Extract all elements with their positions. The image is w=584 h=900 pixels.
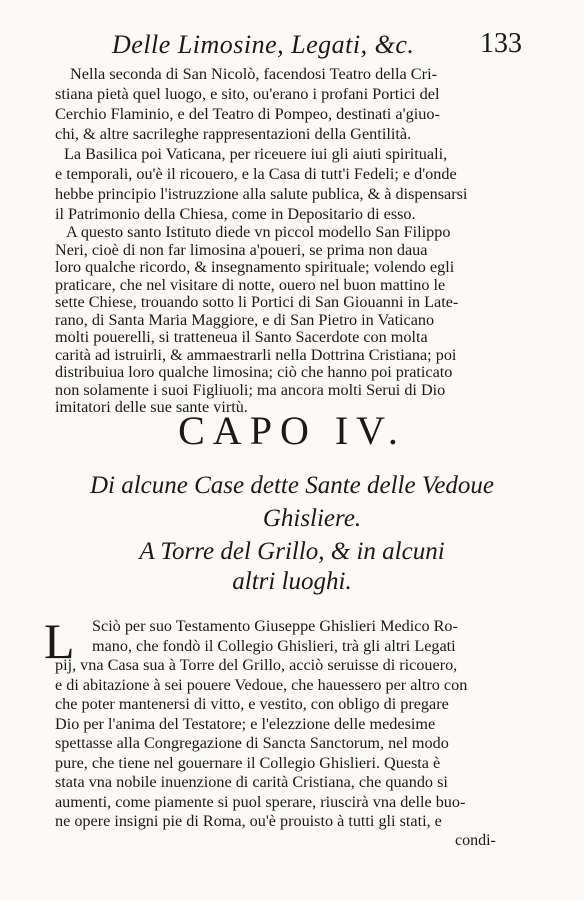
text-line: il Patrimonio della Chiesa, come in Depositario di esso. — [55, 205, 416, 223]
text-line: loro qualche ricordo, & insegnamento spirituale; volendo egli — [55, 258, 455, 276]
text-line: Dio per l'anima del Testatore; e l'elezzione delle medesime — [55, 714, 436, 733]
subtitle-line: altri luoghi. — [232, 568, 352, 595]
text-line: pure, che tiene nel gouernare il Collegio Ghislieri. Questa è — [55, 753, 441, 772]
text-line: carità ad istruirli, & ammaestrarli nella Dottrina Cristiana; poi — [55, 345, 457, 364]
text-line: praticare, che nel visitare di notte, ouero nel buon mattino le — [55, 275, 446, 294]
text-line: e di abitazione à sei pouere Vedoue, che hauessero per altro con — [55, 675, 468, 694]
text-line: pij, vna Casa sua à Torre del Grillo, acciò seruisse di ricouero, — [55, 656, 458, 674]
subtitle-line: A Torre del Grillo, & in alcuni — [139, 538, 445, 565]
text-line: distribuiua loro qualche limosina; ciò che hanno poi praticato — [55, 363, 453, 381]
text-line: che poter mantenersi di vitto, e vestito, con obligo di pregare — [55, 695, 449, 713]
text-line: molti pouerelli, si tratteneua il Santo Sacerdote con molta — [55, 328, 428, 346]
text-line: stata vna nobile inuenzione di carità Cristiana, che quando si — [55, 773, 448, 791]
text-line: e temporali, ou'è il ricouero, e la Casa di tutt'i Fedeli; e d'onde — [55, 165, 457, 183]
catchword: condi- — [455, 832, 496, 849]
text-line: Cerchio Flaminio, e del Teatro di Pompeo, destinati a'giuo- — [55, 104, 440, 123]
text-line: mano, che fondò il Collegio Ghislieri, trà gli altri Legati — [92, 636, 456, 655]
text-line: imitatori delle sue sante virtù. — [55, 398, 248, 416]
chapter-title: CAPO IV. — [178, 408, 406, 453]
text-line: rano, di Santa Maria Maggiore, e di San Pietro in Vaticano — [55, 310, 435, 329]
text-line: A questo santo Istituto diede vn piccol modello San Filippo — [66, 223, 451, 241]
text-line: Sciò per suo Testamento Giuseppe Ghislieri Medico Ro- — [92, 617, 458, 635]
text-line: ne opere insigni pie di Roma, ou'è prouisto à tutti gli stati, e — [55, 812, 442, 830]
subtitle-line: Ghisliere. — [262, 505, 362, 532]
page-number: 133 — [480, 28, 522, 59]
text-line: spettasse alla Congregazione di Sancta Sanctorum, nel modo — [55, 734, 449, 752]
text-line: Neri, cioè di non far limosina a'poueri, se prima non daua — [55, 240, 428, 259]
running-title: Delle Limosine, Legati, &c. — [112, 30, 415, 59]
page-header — [112, 30, 522, 64]
text-line: chi, & altre sacrileghe rappresentazioni della Gentilità. — [55, 124, 412, 143]
text-line: La Basilica poi Vaticana, per riceuere iui gli aiuti spirituali, — [64, 145, 448, 163]
text-line: Nella seconda di San Nicolò, facendosi Teatro della Cri- — [70, 64, 438, 83]
text-line: sette Chiese, trouando sotto li Portici di San Giouanni in Late- — [55, 293, 459, 311]
text-line: aumenti, come piamente si puol sperare, riuscirà vna delle buo- — [55, 792, 466, 811]
subtitle-line: Di alcune Case dette Sante delle Vedoue — [89, 472, 495, 499]
text-line: hebbe principio l'istruzzione alla salute publica, & à dispensarsi — [55, 185, 468, 203]
text-line: stiana pietà quel luogo, e sito, ou'erano i profani Portici del — [55, 84, 440, 103]
text-line: non solamente i suoi Figliuoli; ma ancora molti Serui di Dio — [55, 380, 446, 399]
drop-cap: L — [44, 613, 75, 669]
